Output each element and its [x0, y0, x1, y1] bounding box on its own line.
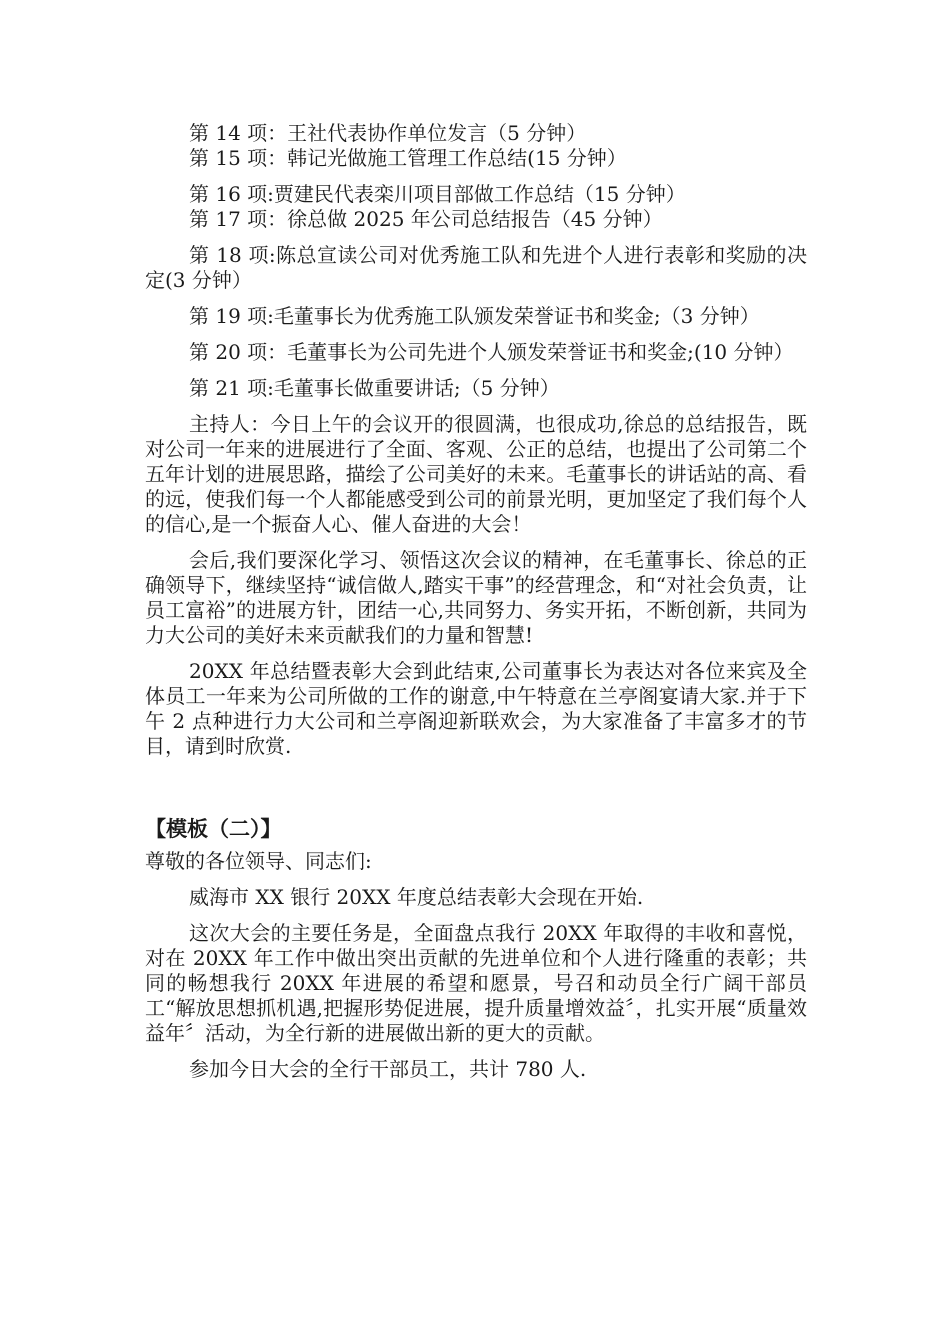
agenda-item-17: 第 17 项：徐总做 2025 年公司总结报告（45 分钟） [189, 207, 663, 231]
section-heading: 【模板（二）】 [145, 817, 282, 841]
host-remarks-paragraph: 主持人：今日上午的会议开的很圆满，也很成功,徐总的总结报告，既对公司一年来的进展进行了全面、客观、公正的总结，也提出了公司第二个五年计划的进展思路，描绘了公司美好的未来。毛董事长的讲话站的高、看的远，使我们每一个人都能感受到公司的前景光明，更加坚定了我们每个人的信心,是一个振奋人心、催人奋进的大会！ [145, 412, 807, 536]
agenda-item-18: 第 18 项:陈总宣读公司对优秀施工队和先进个人进行表彰和奖励的决定(3 分钟） [145, 243, 807, 292]
agenda-item-16: 第 16 项:贾建民代表栾川项目部做工作总结（15 分钟） [189, 182, 686, 206]
opening-paragraph: 威海市 XX 银行 20XX 年度总结表彰大会现在开始. [189, 885, 644, 909]
agenda-item-20: 第 20 项：毛董事长为公司先进个人颁发荣誉证书和奖金;(10 分钟） [189, 340, 794, 364]
section-spacer [145, 759, 807, 815]
agenda-item-14: 第 14 项：王社代表协作单位发言（5 分钟） [189, 121, 587, 145]
document-page [145, 121, 807, 1082]
attendance-paragraph: 参加今日大会的全行干部员工，共计 780 人. [189, 1057, 587, 1081]
agenda-item-15: 第 15 项：韩记光做施工管理工作总结(15 分钟） [189, 146, 627, 170]
main-task-paragraph: 这次大会的主要任务是，全面盘点我行 20XX 年取得的丰收和喜悦，对在 20XX 年工作中做出突出贡献的先进单位和个人进行隆重的表彰；共同的畅想我行 20XX 年进展的希望和愿景，号召和动员全行广阔干部员工“解放思想抓机遇,把握形势促进展，提升质量增效益〞，扎实开展“质量效益年〞活动，为全行新的进展做出新的更大的贡献。 [145, 921, 807, 1045]
agenda-item-21: 第 21 项:毛董事长做重要讲话;（5 分钟） [189, 376, 560, 400]
agenda-item-19: 第 19 项:毛董事长为优秀施工队颁发荣誉证书和奖金;（3 分钟） [189, 304, 760, 328]
closing-paragraph: 20XX 年总结暨表彰大会到此结束,公司董事长为表达对各位来宾及全体员工一年来为公司所做的工作的谢意,中午特意在兰亭阁宴请大家.并于下午 2 点种进行力大公司和兰亭阁迎新联欢会，为大家准备了丰富多才的节目，请到时欣赏. [145, 659, 807, 758]
after-meeting-paragraph: 会后,我们要深化学习、领悟这次会议的精神，在毛董事长、徐总的正确领导下，继续坚持“诚信做人,踏实干事”的经营理念，和“对社会负责，让员工富裕”的进展方针，团结一心,共同努力、务实开拓，不断创新，共同为力大公司的美好未来贡献我们的力量和智慧! [145, 548, 807, 647]
salutation: 尊敬的各位领导、同志们: [145, 849, 372, 873]
